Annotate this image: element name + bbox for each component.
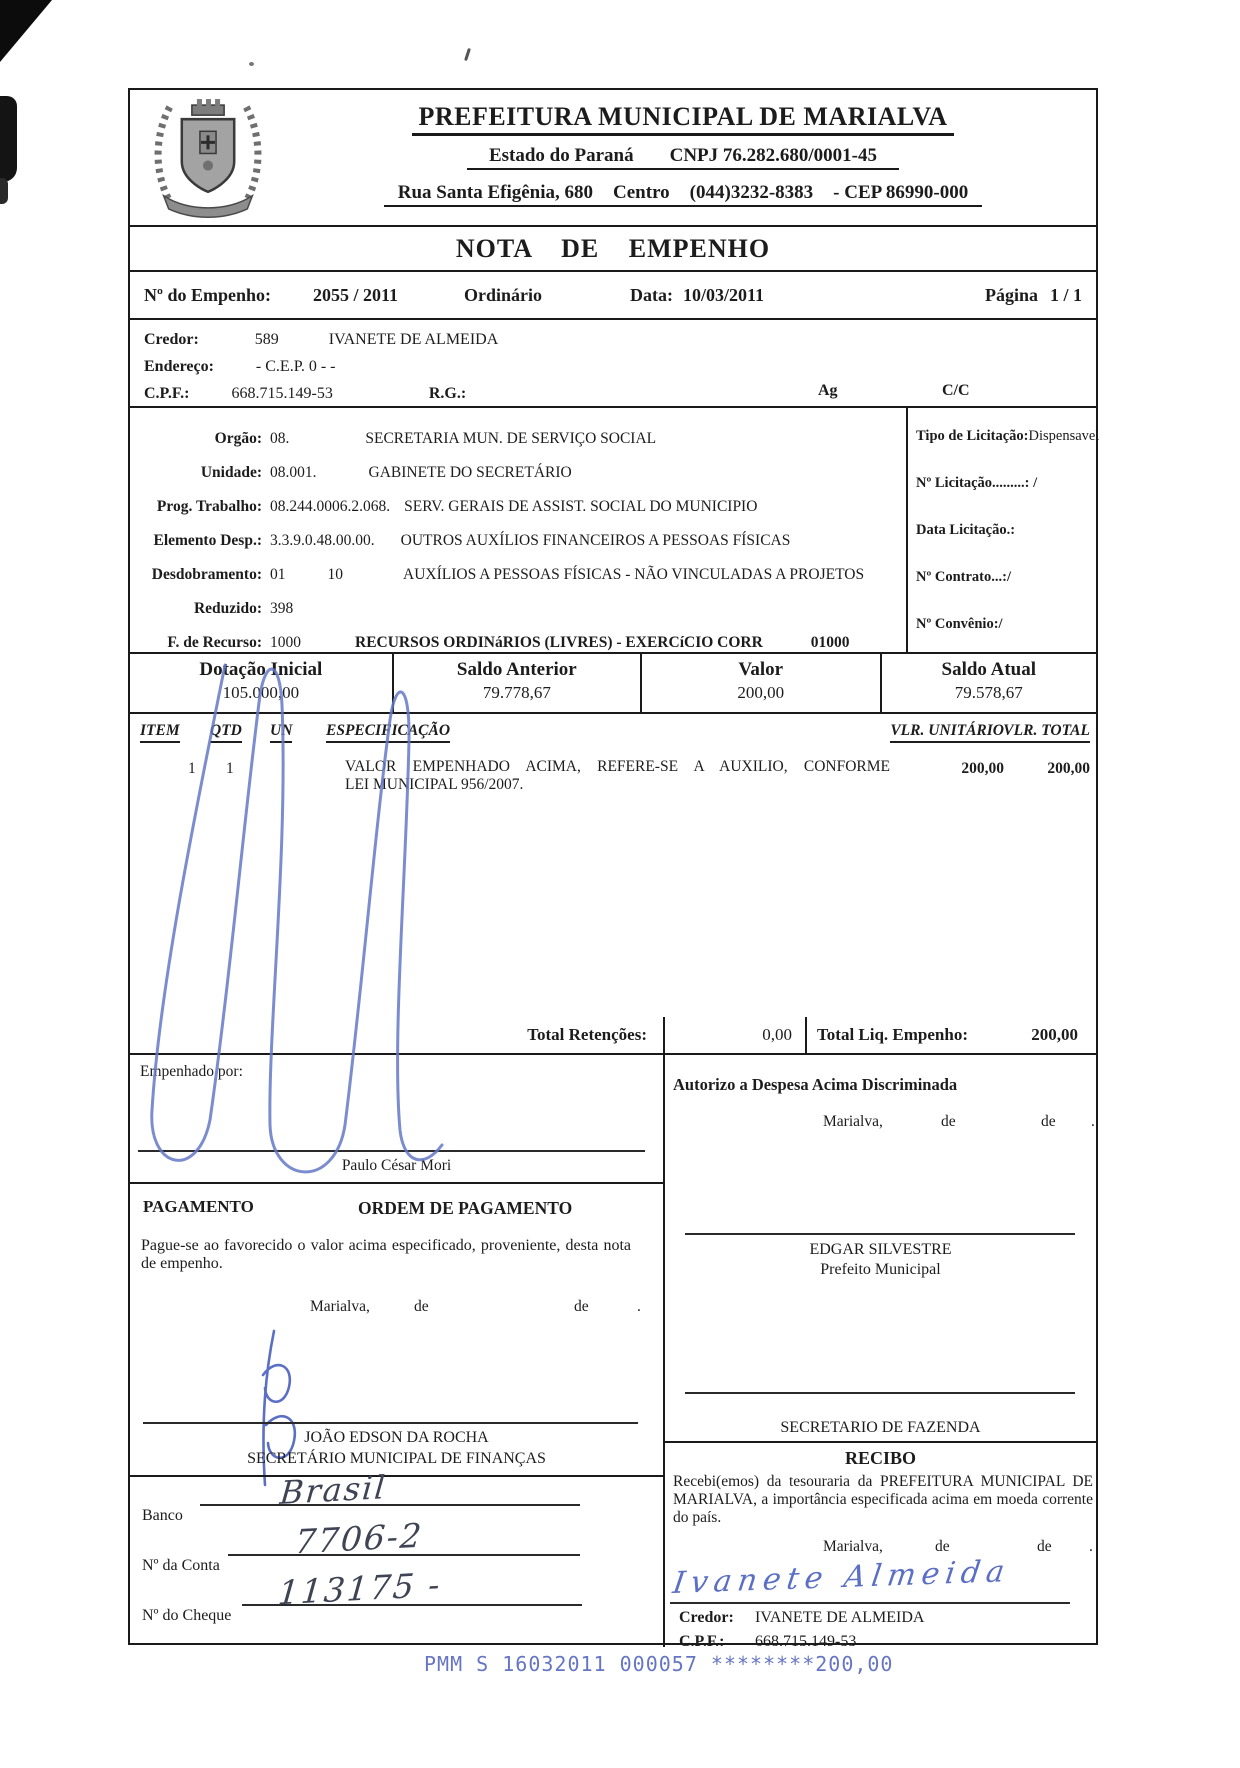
- scan-edge-smudge-small: [0, 178, 8, 204]
- saldo-atual-cell: [882, 654, 1096, 712]
- org-name: PREFEITURA MUNICIPAL DE MARIALVA: [412, 102, 953, 136]
- left-divider-1: [130, 1182, 663, 1184]
- period-mark: .: [1091, 1113, 1095, 1130]
- agency-label: Ag: [818, 382, 838, 399]
- item-description-line2: LEI MUNICIPAL 956/2007.: [345, 776, 524, 793]
- banco-label: Banco: [142, 1507, 183, 1524]
- espec-col-header: ESPECIFICAÇÃO: [326, 722, 450, 743]
- item-description-line1: VALOR EMPENHADO ACIMA, REFERE-SE A AUXILIO, CONFORME: [345, 758, 890, 775]
- item-unit-value: 200,00: [961, 760, 1004, 777]
- recibo-handwritten-signature: Ivanete Almeida: [670, 1554, 1013, 1601]
- contrato-label: Nº Contrato...:/: [916, 569, 1011, 585]
- creditor-name: IVANETE DE ALMEIDA: [328, 330, 499, 348]
- cheque-label: Nº do Cheque: [142, 1607, 232, 1624]
- signatures-area: [130, 1055, 1096, 1650]
- financas-signature-line: [143, 1422, 638, 1424]
- recibo-text: Recebi(emos) da tesouraria da PREFEITURA MUNICIPAL DE MARIALVA, a importância especificada acima em moeda corrente do país.: [673, 1473, 1093, 1526]
- total-liquido-value: 200,00: [1031, 1025, 1078, 1044]
- valor-header: Valor: [738, 659, 784, 680]
- coat-of-arms-icon: [147, 95, 269, 221]
- city-label: Marialva,: [823, 1113, 883, 1130]
- state-label: Estado do Paraná: [488, 145, 634, 166]
- elemento-row: [130, 524, 906, 558]
- valor-cell: [642, 654, 882, 712]
- fazenda-signature-line: [685, 1392, 1075, 1394]
- licitacao-tipo-value: Dispensavel: [1028, 428, 1100, 444]
- date-value: 10/03/2011: [683, 284, 765, 305]
- fonte-recurso-code: 1000: [270, 634, 301, 651]
- dotacao-table: [130, 654, 1096, 714]
- licitacao-column: [906, 408, 1100, 652]
- desdobramento-desc: AUXÍLIOS A PESSOAS FÍSICAS - NÃO VINCULADAS A PROJETOS: [403, 566, 865, 583]
- rg-label: R.G.:: [428, 384, 467, 402]
- cpf-label: C.P.F.:: [144, 384, 190, 402]
- dotacao-inicial-value: 105.000,00: [222, 683, 300, 702]
- financas-role: SECRETÁRIO MUNICIPAL DE FINANÇAS: [247, 1450, 546, 1467]
- recibo-signature-line: [670, 1602, 1070, 1604]
- page-value: 1 / 1: [1049, 284, 1082, 305]
- recibo-credor-name: IVANETE DE ALMEIDA: [755, 1609, 925, 1626]
- prog-trabalho-label: Prog. Trabalho:: [156, 498, 262, 515]
- reduzido-label: Reduzido:: [193, 600, 262, 617]
- prefeito-role: Prefeito Municipal: [820, 1261, 941, 1278]
- right-signature-column: [665, 1055, 1096, 1650]
- empenho-number: 2055 / 2011: [312, 284, 398, 305]
- prog-trabalho-desc: SERV. GERAIS DE ASSIST. SOCIAL DO MUNICIPIO: [404, 498, 758, 515]
- total-retencoes-label: Total Retenções:: [130, 1017, 665, 1053]
- conta-label: Nº da Conta: [142, 1557, 220, 1574]
- right-divider: [665, 1441, 1096, 1443]
- item-col-header: ITEM: [140, 722, 180, 743]
- fonte-recurso-extra-code: 01000: [810, 634, 850, 651]
- empenhado-signature-line: [138, 1150, 645, 1152]
- elemento-label: Elemento Desp.:: [153, 532, 262, 549]
- dot-matrix-stamp: PMM S 16032011 000057 ********200,00: [424, 1652, 894, 1676]
- orgao-row: [130, 422, 906, 456]
- pagamento-title: PAGAMENTO: [143, 1197, 254, 1216]
- city-label: Marialva,: [823, 1538, 883, 1555]
- page-label: Página: [984, 284, 1038, 305]
- creditor-label: Credor:: [144, 330, 199, 348]
- cpf-value: 668.715.149-53: [231, 384, 333, 402]
- un-col-header: UN: [270, 722, 292, 743]
- ordem-pagamento-text: Pague-se ao favorecido o valor acima especificado, proveniente, desta nota de empenho.: [141, 1237, 631, 1272]
- scan-edge-smudge: [0, 96, 17, 182]
- pen-mark: [464, 48, 471, 61]
- prefeito-signature-line: [685, 1233, 1075, 1235]
- period-mark: .: [637, 1298, 641, 1315]
- creditor-address-row: [144, 353, 1082, 380]
- dotacao-inicial-cell: [130, 654, 394, 712]
- prefeito-name: EDGAR SILVESTRE: [809, 1241, 952, 1258]
- reduzido-row: [130, 592, 906, 626]
- de-label-2: de: [574, 1298, 589, 1315]
- desdobramento-code1: 01: [270, 566, 286, 583]
- ordem-pagamento-title: ORDEM DE PAGAMENTO: [358, 1198, 573, 1218]
- item-number: 1: [188, 760, 196, 777]
- item-total-value: 200,00: [1047, 760, 1090, 777]
- elemento-desc: OUTROS AUXÍLIOS FINANCEIROS A PESSOAS FÍSICAS: [400, 532, 791, 549]
- fonte-recurso-desc: RECURSOS ORDINáRIOS (LIVRES) - EXERCíCIO CORR: [355, 634, 763, 651]
- conta-handwritten-value: 7706-2: [293, 1515, 425, 1562]
- valor-value: 200,00: [737, 683, 785, 702]
- left-signature-column: [130, 1055, 665, 1647]
- creditor-code: 589: [254, 330, 279, 348]
- desdobramento-label: Desdobramento:: [151, 566, 262, 583]
- saldo-anterior-header: Saldo Anterior: [456, 659, 577, 680]
- address-value: - C.E.P. 0 - -: [255, 357, 336, 375]
- recibo-credor-label: Credor:: [679, 1609, 734, 1626]
- period-mark: .: [1089, 1538, 1093, 1555]
- date-label: Data:: [630, 284, 673, 305]
- budget-classification-block: [130, 408, 1100, 654]
- street: Rua Santa Efigênia, 680: [397, 182, 594, 203]
- licitacao-tipo-row: [916, 428, 1100, 445]
- licitacao-data-label: Data Licitação.:: [916, 522, 1016, 538]
- fazenda-role: SECRETARIO DE FAZENDA: [780, 1419, 981, 1436]
- item-qty: 1: [226, 760, 234, 777]
- total-retencoes-value: 0,00: [665, 1017, 807, 1053]
- banco-fill-line: [200, 1504, 580, 1506]
- empenhado-name: Paulo César Mori: [341, 1157, 452, 1174]
- vlr-unitario-col-header: VLR. UNITÁRIO: [890, 722, 1004, 743]
- convenio-label: Nº Convênio:/: [916, 616, 1003, 632]
- cheque-handwritten-value: 113175 -: [276, 1564, 444, 1613]
- recibo-cpf-value: 668.715.149-53: [755, 1633, 857, 1650]
- saldo-atual-header: Saldo Atual: [941, 659, 1037, 680]
- desdobramento-code2: 10: [327, 566, 343, 583]
- autorizo-despesa-label: Autorizo a Despesa Acima Discriminada: [673, 1075, 958, 1094]
- banco-handwritten-value: Brasil: [278, 1468, 389, 1512]
- document-title: NOTA DE EMPENHO: [130, 227, 1096, 272]
- licitacao-numero-label: Nº Licitação.........: /: [916, 475, 1038, 491]
- de-label: de: [935, 1538, 950, 1555]
- item-description: [345, 758, 890, 794]
- unidade-label: Unidade:: [200, 464, 262, 481]
- reduzido-code: 398: [270, 600, 294, 617]
- items-section: [130, 714, 1096, 1017]
- unidade-code: 08.001.: [270, 464, 317, 481]
- account-label: C/C: [942, 382, 970, 399]
- address-label: Endereço:: [144, 357, 214, 375]
- de-label-2: de: [1041, 1113, 1056, 1130]
- creditor-row: [144, 326, 1082, 353]
- elemento-code: 3.3.9.0.48.00.00.: [270, 532, 375, 549]
- nota-de-empenho-form: [128, 88, 1100, 1650]
- cnpj-label: CNPJ 76.282.680/0001-45: [669, 145, 878, 166]
- orgao-label: Orgão:: [214, 430, 262, 447]
- orgao-code: 08.: [270, 430, 290, 447]
- phone: (044)3232-8383: [689, 182, 814, 203]
- qtd-col-header: QTD: [210, 722, 242, 743]
- empenhado-por-label: Empenhado por:: [140, 1063, 243, 1080]
- empenho-number-row: [130, 272, 1096, 320]
- left-divider-2: [130, 1475, 663, 1477]
- creditor-block: [130, 320, 1096, 408]
- unidade-row: [130, 456, 906, 490]
- state-cnpj-line: [467, 145, 899, 170]
- district: Centro: [613, 182, 670, 203]
- de-label-2: de: [1037, 1538, 1052, 1555]
- unidade-desc: GABINETE DO SECRETÁRIO: [368, 464, 572, 481]
- prog-trabalho-row: [130, 490, 906, 524]
- saldo-anterior-cell: [394, 654, 642, 712]
- city-label: Marialva,: [310, 1298, 370, 1315]
- vlr-total-col-header: VLR. TOTAL: [1003, 722, 1090, 743]
- empenho-number-label: Nº do Empenho:: [144, 284, 271, 305]
- financas-name: JOÃO EDSON DA ROCHA: [304, 1429, 489, 1446]
- recibo-cpf-label: C.P.F.:: [679, 1633, 725, 1650]
- dotacao-inicial-header: Dotação Inicial: [199, 659, 323, 680]
- total-liquido-label: Total Liq. Empenho:: [817, 1025, 968, 1044]
- saldo-anterior-value: 79.778,67: [482, 683, 551, 702]
- orgao-desc: SECRETARIA MUN. DE SERVIÇO SOCIAL: [365, 430, 657, 447]
- form-header: [130, 90, 1096, 227]
- total-liquido-cell: [807, 1017, 1096, 1053]
- prog-trabalho-code: 08.244.0006.2.068.: [270, 498, 391, 515]
- desdobramento-row: [130, 558, 906, 592]
- header-text: [278, 94, 1088, 221]
- scan-corner-blot: [0, 0, 52, 62]
- pen-mark-dot: [249, 62, 254, 66]
- city-coat-of-arms-logo: [138, 94, 278, 221]
- cep: - CEP 86990-000: [833, 182, 969, 203]
- budget-rows: [130, 408, 906, 652]
- licitacao-tipo-label: Tipo de Licitação:: [916, 428, 1029, 444]
- de-label: de: [414, 1298, 429, 1315]
- address-line: [384, 182, 983, 207]
- totals-row: [130, 1017, 1096, 1055]
- saldo-atual-value: 79.578,67: [954, 683, 1023, 702]
- de-label: de: [941, 1113, 956, 1130]
- recibo-title: RECIBO: [844, 1448, 916, 1468]
- fonte-recurso-label: F. de Recurso:: [167, 634, 262, 651]
- empenho-type: Ordinário: [463, 284, 542, 305]
